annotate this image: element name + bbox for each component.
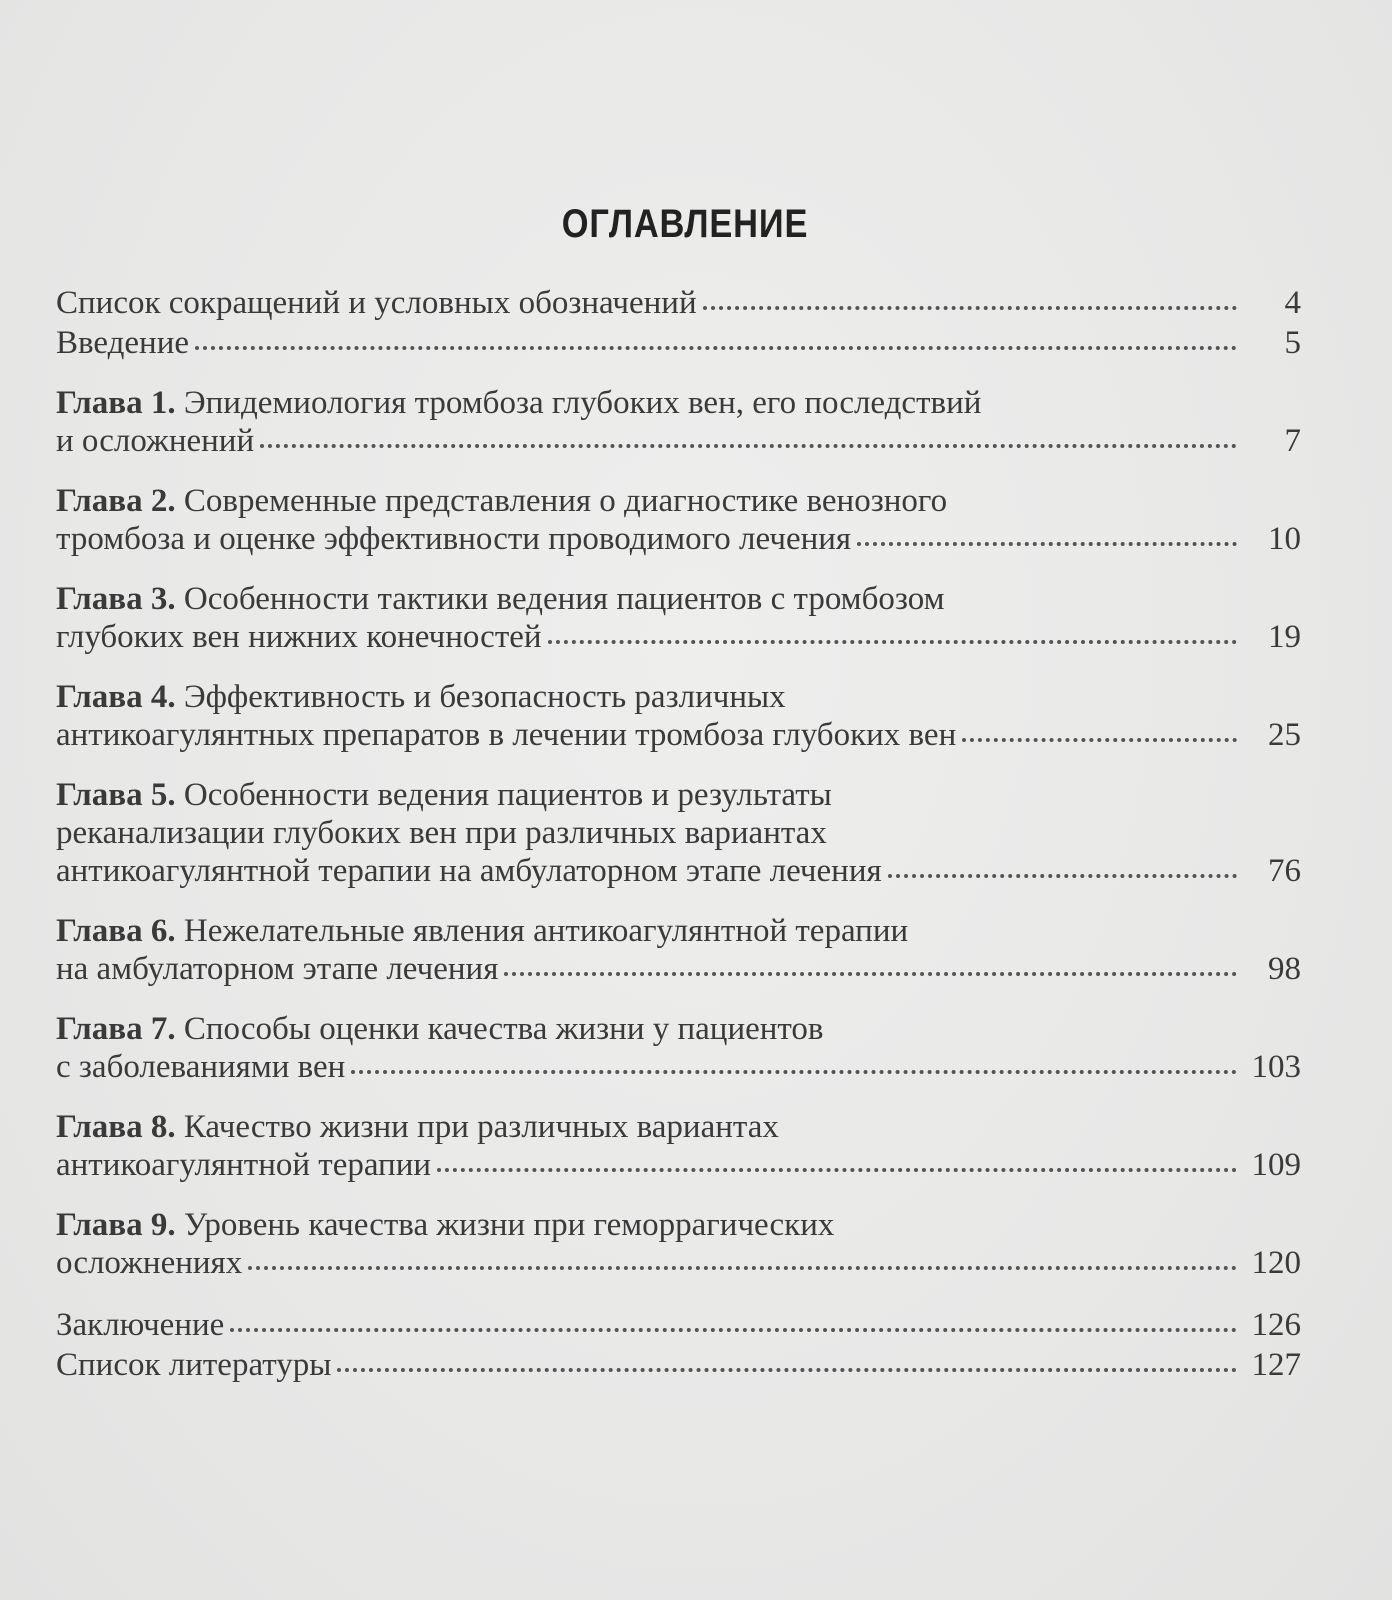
toc-entry-text: Уровень качества жизни при геморрагических — [183, 1207, 835, 1243]
dot-leader — [703, 305, 1237, 310]
toc-line — [56, 284, 1301, 322]
dot-leader — [504, 971, 1237, 976]
toc-line — [56, 422, 1301, 460]
toc-entry-text: Современные представления о диагностике венозного — [183, 483, 948, 519]
chapter-label: Глава 8. — [56, 1109, 176, 1145]
chapter-label: Глава 2. — [56, 483, 176, 519]
toc-line — [56, 814, 1301, 852]
toc-page-number: 109 — [1251, 1147, 1301, 1183]
toc-entry-text: с заболеваниями вен — [56, 1049, 346, 1085]
toc-line — [56, 950, 1301, 988]
toc-line — [56, 912, 1301, 950]
chapter-label: Глава 6. — [56, 913, 176, 949]
toc-entry-text: глубоких вен нижних конечностей — [56, 619, 542, 655]
toc-entry-chapter-7[interactable] — [56, 1010, 1301, 1086]
toc-entry-chapter-5[interactable] — [56, 776, 1301, 890]
chapter-label: Глава 4. — [56, 679, 176, 715]
toc-entry-abbreviations[interactable] — [56, 284, 1301, 322]
toc-line — [56, 1010, 1301, 1048]
toc-line — [56, 852, 1301, 890]
toc-page-number: 10 — [1268, 521, 1301, 557]
toc-page-number: 98 — [1268, 951, 1301, 987]
toc-entry-chapter-2[interactable] — [56, 482, 1301, 558]
table-of-contents — [56, 284, 1301, 1384]
toc-entry-text: реканализации глубоких вен при различных вариантах — [56, 815, 827, 851]
toc-entry-text: осложнениях — [56, 1245, 243, 1281]
toc-line — [56, 1244, 1301, 1282]
toc-entry-chapter-4[interactable] — [56, 678, 1301, 754]
toc-line — [56, 1306, 1301, 1344]
toc-line — [56, 1206, 1301, 1244]
dot-leader — [195, 345, 1237, 350]
toc-line — [56, 520, 1301, 558]
toc-page-number: 76 — [1268, 853, 1301, 889]
toc-entry-chapter-6[interactable] — [56, 912, 1301, 988]
chapter-label: Глава 5. — [56, 777, 176, 813]
toc-entry-text: Введение — [56, 325, 190, 361]
dot-leader — [857, 541, 1237, 546]
chapter-label: Глава 7. — [56, 1011, 176, 1047]
toc-page-number: 126 — [1251, 1307, 1301, 1343]
toc-line — [56, 1048, 1301, 1086]
toc-entry-text: Особенности ведения пациентов и результаты — [183, 777, 832, 813]
toc-entry-text: Качество жизни при различных вариантах — [183, 1109, 779, 1145]
toc-entry-text: Особенности тактики ведения пациентов с тромбозом — [183, 581, 945, 617]
toc-page-number: 4 — [1284, 285, 1301, 321]
toc-entry-text: Список сокращений и условных обозначений — [56, 285, 697, 321]
dot-leader — [351, 1069, 1237, 1074]
toc-entry-chapter-3[interactable] — [56, 580, 1301, 656]
dot-leader — [548, 639, 1237, 644]
toc-page-number: 19 — [1268, 619, 1301, 655]
toc-line — [56, 776, 1301, 814]
toc-line — [56, 618, 1301, 656]
page-title: ОГЛАВЛЕНИЕ — [561, 202, 809, 246]
toc-entry-chapter-1[interactable] — [56, 384, 1301, 460]
toc-entry-references[interactable] — [56, 1346, 1301, 1384]
toc-entry-text: и осложнений — [56, 423, 255, 459]
toc-page-number: 25 — [1268, 717, 1301, 753]
toc-page-number: 103 — [1251, 1049, 1301, 1085]
toc-line — [56, 1146, 1301, 1184]
toc-entry-text: Заключение — [56, 1307, 225, 1343]
dot-leader — [260, 443, 1237, 448]
toc-line — [56, 716, 1301, 754]
toc-entry-chapter-9[interactable] — [56, 1206, 1301, 1282]
toc-page-number: 120 — [1251, 1245, 1301, 1281]
dot-leader — [437, 1167, 1237, 1172]
toc-line — [56, 580, 1301, 618]
toc-page-number: 5 — [1284, 325, 1301, 361]
dot-leader — [337, 1367, 1237, 1372]
dot-leader — [230, 1327, 1237, 1332]
dot-leader — [962, 737, 1237, 742]
toc-line — [56, 1346, 1301, 1384]
toc-entry-introduction[interactable] — [56, 324, 1301, 362]
toc-entry-text: Способы оценки качества жизни у пациентов — [183, 1011, 824, 1047]
toc-line — [56, 678, 1301, 716]
toc-entry-text: на амбулаторном этапе лечения — [56, 951, 499, 987]
chapter-label: Глава 9. — [56, 1207, 176, 1243]
toc-line — [56, 384, 1301, 422]
toc-line — [56, 324, 1301, 362]
toc-entry-text: антикоагулянтной терапии — [56, 1147, 432, 1183]
toc-entry-text: Эффективность и безопасность различных — [183, 679, 786, 715]
chapter-label: Глава 3. — [56, 581, 176, 617]
toc-entry-text: Эпидемиология тромбоза глубоких вен, его последствий — [183, 385, 982, 421]
toc-entry-text: антикоагулянтной терапии на амбулаторном этапе лечения — [56, 853, 882, 889]
toc-page-number: 7 — [1284, 423, 1301, 459]
toc-entry-text: антикоагулянтных препаратов в лечении тромбоза глубоких вен — [56, 717, 957, 753]
toc-entry-text: тромбоза и оценке эффективности проводимого лечения — [56, 521, 852, 557]
chapter-label: Глава 1. — [56, 385, 176, 421]
toc-entry-text: Нежелательные явления антикоагулянтной терапии — [183, 913, 909, 949]
toc-line — [56, 482, 1301, 520]
dot-leader — [248, 1265, 1237, 1270]
toc-page-number: 127 — [1251, 1347, 1301, 1383]
toc-line — [56, 1108, 1301, 1146]
toc-entry-text: Список литературы — [56, 1347, 332, 1383]
toc-entry-conclusion[interactable] — [56, 1306, 1301, 1344]
toc-entry-chapter-8[interactable] — [56, 1108, 1301, 1184]
dot-leader — [888, 873, 1237, 878]
